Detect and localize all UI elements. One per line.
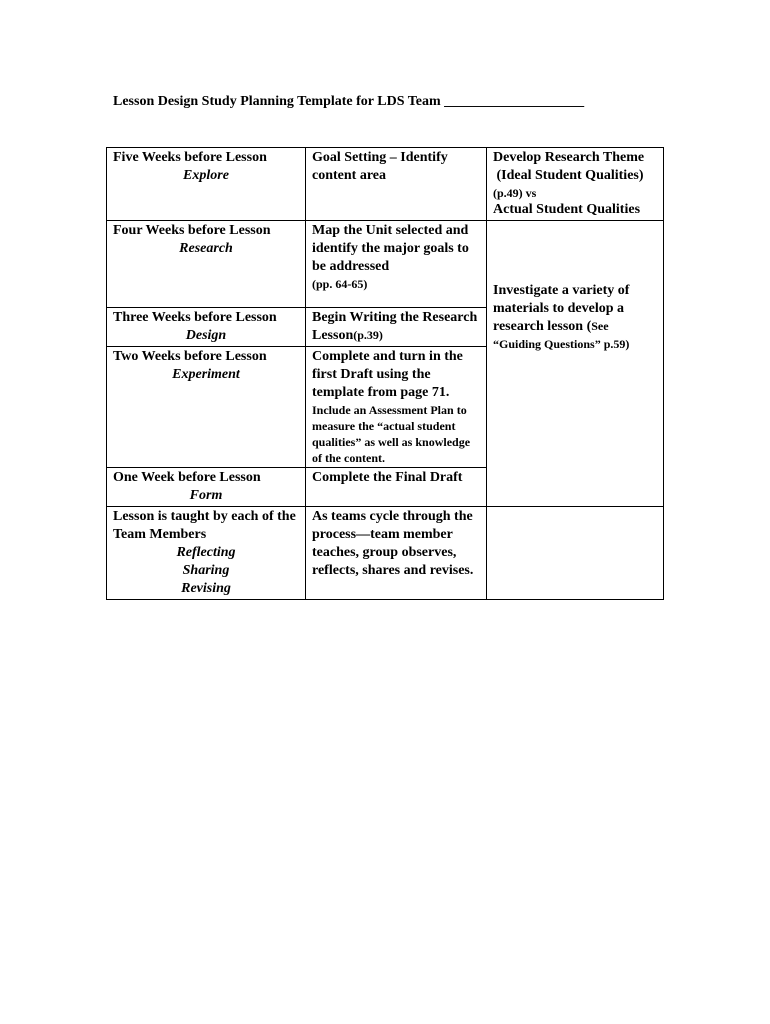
task-text: Goal Setting – Identify content area [312,150,448,183]
phase-label: Sharing [182,563,230,578]
timing-cell [107,507,306,600]
activity-cell [487,148,664,221]
table-row [107,221,664,308]
document-title: Lesson Design Study Planning Template for LDS Team ____________________ [113,94,585,109]
table-row [107,148,664,221]
phase-label: Research [179,241,233,256]
task-cell [306,468,487,507]
task-cell [306,347,487,468]
task-text: Complete and turn in the first Draft using the template from page 71. [312,349,463,400]
task-cell [306,221,487,308]
table-row [107,507,664,600]
task-text: Map the Unit selected and identify the major goals to be addressed [312,223,469,274]
phase-label: Reflecting [176,545,236,560]
task-text: Complete the Final Draft [312,470,463,485]
phase-label: Design [185,328,227,343]
planning-table [106,147,664,600]
task-cell [306,507,487,600]
task-text: As teams cycle through the process—team member teaches, group observes, reflects, shares and revises. [312,509,474,578]
timing-label: Five Weeks before Lesson [113,150,267,165]
task-cell [306,148,487,221]
activity-line: (Ideal Student Qualities) [493,168,644,183]
timing-label: Four Weeks before Lesson [113,223,271,238]
task-reference: (pp. 64-65) [312,277,368,291]
timing-cell [107,468,306,507]
timing-cell [107,347,306,468]
phase-label: Revising [181,581,231,596]
phase-label: Explore [183,168,229,183]
timing-label: Lesson is taught by each of the Team Members [113,509,296,542]
timing-label: Two Weeks before Lesson [113,349,267,364]
task-note: Include an Assessment Plan to measure the “actual student qualities” as well as knowledge of the content. [312,403,471,465]
phase-label: Experiment [172,367,240,382]
timing-label: One Week before Lesson [113,470,261,485]
task-text: Begin Writing the Research Lesson [312,310,478,343]
phase-label: Form [189,488,223,503]
merged-activity-cell [487,221,664,507]
merged-activity-reference: See “Guiding Questions” p.59) [493,318,630,351]
timing-cell [107,148,306,221]
activity-line: Develop Research Theme [493,150,645,165]
task-cell [306,308,487,347]
activity-line: Actual Student Qualities [493,202,641,217]
timing-cell [107,221,306,308]
timing-cell [107,308,306,347]
task-reference: (p.39) [353,328,383,342]
activity-cell [487,507,664,600]
merged-activity-text: Investigate a variety of materials to develop a research lesson ( [493,282,630,334]
activity-line: (p.49) vs [493,186,537,200]
timing-label: Three Weeks before Lesson [113,310,277,325]
